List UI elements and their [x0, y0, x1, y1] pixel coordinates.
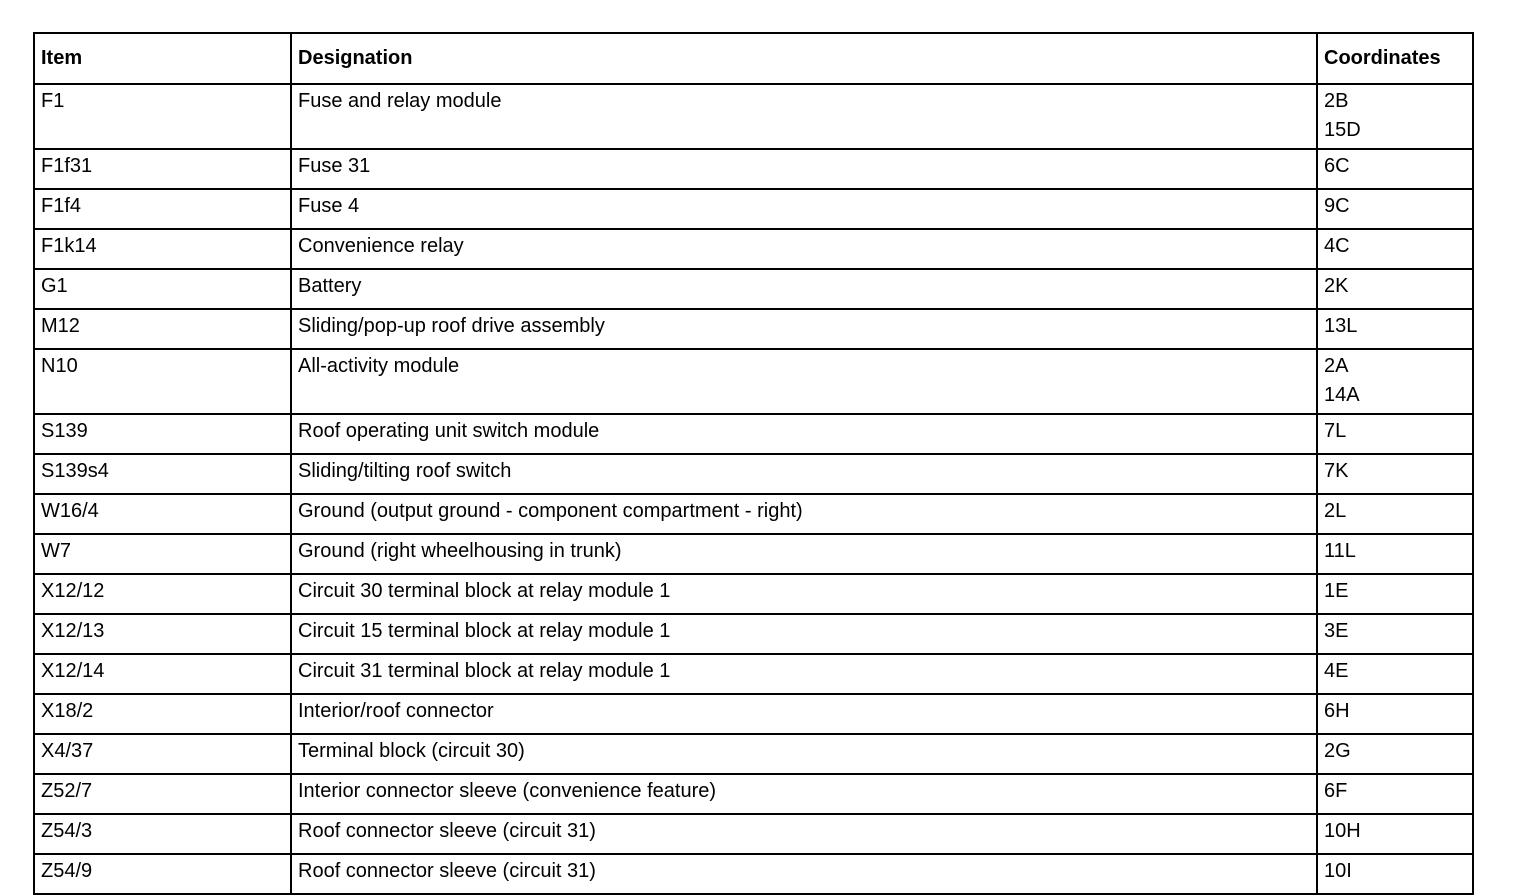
coordinates-cell: [1317, 814, 1473, 854]
item-cell: W16/4: [34, 494, 291, 534]
item-cell: N10: [34, 349, 291, 414]
table-row: [34, 414, 1473, 454]
coordinates-cell: [1317, 84, 1473, 149]
table-row: [34, 574, 1473, 614]
table-row: [34, 614, 1473, 654]
column-header-coordinates: Coordinates: [1317, 33, 1473, 84]
coordinates-cell: [1317, 694, 1473, 734]
designation-cell: Sliding/tilting roof switch: [291, 454, 1317, 494]
coordinates-cell: [1317, 454, 1473, 494]
table-row: [34, 854, 1473, 894]
coordinate-value: 2B: [1324, 90, 1349, 112]
item-cell: F1: [34, 84, 291, 149]
coordinates-cell: [1317, 309, 1473, 349]
coordinate-value: 11L: [1324, 540, 1356, 562]
coordinate-value: 2A: [1324, 355, 1349, 377]
table-row: [34, 269, 1473, 309]
table-row: [34, 229, 1473, 269]
item-cell: X12/14: [34, 654, 291, 694]
table-row: [34, 494, 1473, 534]
coordinate-value: 4C: [1324, 235, 1350, 257]
table-row: [34, 654, 1473, 694]
coordinates-cell: [1317, 189, 1473, 229]
coordinate-value: 6F: [1324, 780, 1348, 802]
designation-cell: All-activity module: [291, 349, 1317, 414]
table-row: [34, 774, 1473, 814]
item-cell: G1: [34, 269, 291, 309]
table-row: [34, 309, 1473, 349]
table-row: [34, 454, 1473, 494]
item-cell: Z54/3: [34, 814, 291, 854]
coordinate-value: 2K: [1324, 275, 1349, 297]
item-cell: S139s4: [34, 454, 291, 494]
coordinates-cell: [1317, 854, 1473, 894]
coordinates-cell: [1317, 349, 1473, 414]
item-cell: X12/12: [34, 574, 291, 614]
item-cell: F1f31: [34, 149, 291, 189]
designation-cell: Roof operating unit switch module: [291, 414, 1317, 454]
table-row: [34, 149, 1473, 189]
table-row: [34, 534, 1473, 574]
coordinate-value: 10I: [1324, 860, 1352, 882]
designation-cell: Roof connector sleeve (circuit 31): [291, 854, 1317, 894]
coordinates-cell: [1317, 494, 1473, 534]
coordinate-value: 10H: [1324, 820, 1361, 842]
coordinate-value: 9C: [1324, 195, 1350, 217]
item-cell: W7: [34, 534, 291, 574]
coordinates-cell: [1317, 574, 1473, 614]
coordinate-value: 2G: [1324, 740, 1351, 762]
coordinate-value: 14A: [1324, 384, 1360, 406]
table-body: [34, 84, 1473, 894]
designation-cell: Sliding/pop-up roof drive assembly: [291, 309, 1317, 349]
designation-cell: Fuse 31: [291, 149, 1317, 189]
designation-cell: Ground (output ground - component compartment - right): [291, 494, 1317, 534]
designation-cell: Fuse and relay module: [291, 84, 1317, 149]
item-cell: F1k14: [34, 229, 291, 269]
column-header-item: Item: [34, 33, 291, 84]
coordinate-value: 2L: [1324, 500, 1347, 522]
item-cell: X18/2: [34, 694, 291, 734]
designation-cell: Battery: [291, 269, 1317, 309]
item-cell: F1f4: [34, 189, 291, 229]
designation-cell: Fuse 4: [291, 189, 1317, 229]
designation-cell: Ground (right wheelhousing in trunk): [291, 534, 1317, 574]
designation-cell: Interior/roof connector: [291, 694, 1317, 734]
coordinate-value: 7L: [1324, 420, 1347, 442]
item-cell: X4/37: [34, 734, 291, 774]
designation-cell: Convenience relay: [291, 229, 1317, 269]
table-row: [34, 694, 1473, 734]
designation-cell: Terminal block (circuit 30): [291, 734, 1317, 774]
coordinates-cell: [1317, 414, 1473, 454]
designation-cell: Roof connector sleeve (circuit 31): [291, 814, 1317, 854]
item-cell: M12: [34, 309, 291, 349]
coordinates-cell: [1317, 774, 1473, 814]
coordinates-cell: [1317, 149, 1473, 189]
coordinate-value: 3E: [1324, 620, 1349, 642]
coordinates-cell: [1317, 269, 1473, 309]
coordinate-value: 13L: [1324, 315, 1358, 337]
coordinates-cell: [1317, 734, 1473, 774]
coordinates-cell: [1317, 534, 1473, 574]
designation-cell: Circuit 30 terminal block at relay module 1: [291, 574, 1317, 614]
designation-cell: Circuit 15 terminal block at relay module 1: [291, 614, 1317, 654]
coordinate-value: 6H: [1324, 700, 1350, 722]
coordinates-cell: [1317, 654, 1473, 694]
designation-cell: Interior connector sleeve (convenience feature): [291, 774, 1317, 814]
column-header-designation: Designation: [291, 33, 1317, 84]
table-row: [34, 84, 1473, 149]
coordinate-value: 6C: [1324, 155, 1350, 177]
coordinates-cell: [1317, 614, 1473, 654]
table-row: [34, 814, 1473, 854]
component-location-table: [33, 32, 1474, 895]
item-cell: Z54/9: [34, 854, 291, 894]
header-row: [34, 33, 1473, 84]
table-row: [34, 734, 1473, 774]
table-row: [34, 349, 1473, 414]
coordinate-value: 1E: [1324, 580, 1349, 602]
item-cell: Z52/7: [34, 774, 291, 814]
coordinate-value: 4E: [1324, 660, 1349, 682]
coordinate-value: 7K: [1324, 460, 1349, 482]
item-cell: X12/13: [34, 614, 291, 654]
designation-cell: Circuit 31 terminal block at relay module 1: [291, 654, 1317, 694]
coordinates-cell: [1317, 229, 1473, 269]
item-cell: S139: [34, 414, 291, 454]
coordinate-value: 15D: [1324, 119, 1361, 141]
table-row: [34, 189, 1473, 229]
